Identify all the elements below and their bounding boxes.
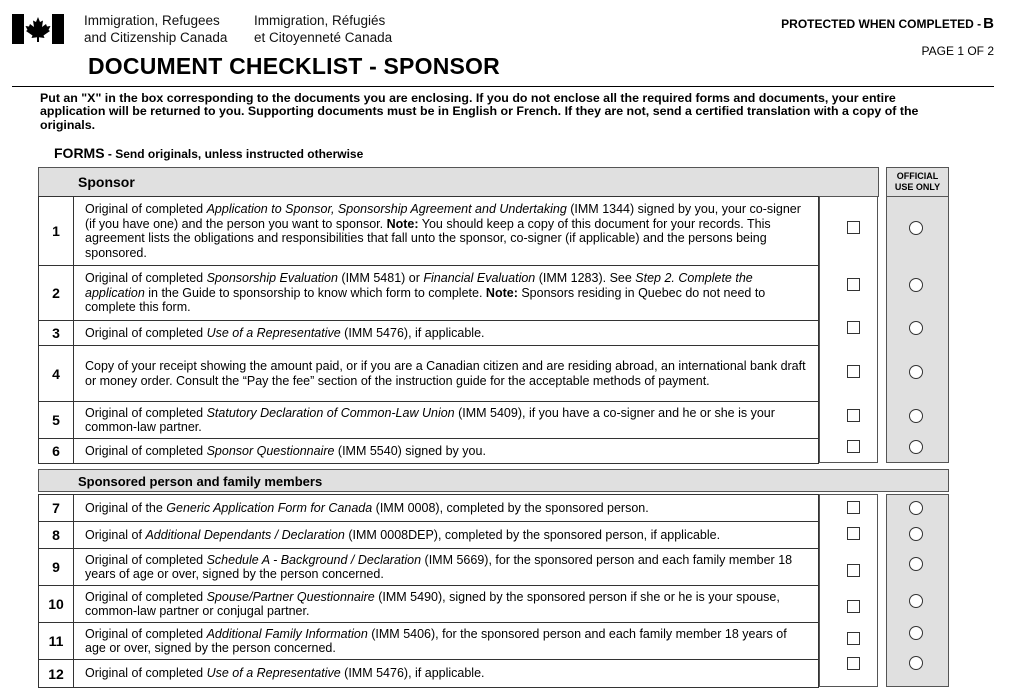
canada-flag-logo bbox=[12, 13, 64, 45]
official-use-radio[interactable] bbox=[909, 501, 923, 515]
official-use-radio[interactable] bbox=[909, 440, 923, 454]
official-use-radio[interactable] bbox=[909, 594, 923, 608]
checklist-row bbox=[38, 439, 819, 464]
row-description: Original of completed Sponsor Questionnaire (IMM 5540) signed by you. bbox=[85, 443, 486, 458]
row-number: 8 bbox=[39, 522, 74, 548]
header-divider bbox=[12, 86, 994, 87]
enclosed-checkbox[interactable] bbox=[847, 440, 860, 453]
enclosed-checkbox[interactable] bbox=[847, 409, 860, 422]
row-number: 12 bbox=[39, 660, 74, 687]
official-use-radio[interactable] bbox=[909, 278, 923, 292]
instructions-text: Put an "X" in the box corresponding to the documents you are enclosing. If you do not enclose all the required forms and documents, your entire application will be returned to you. Supporting documents must be in English or French. If they are not, send a certified translation with a copy of the originals. bbox=[40, 91, 919, 132]
official-use-radio[interactable] bbox=[909, 557, 923, 571]
protected-label: PROTECTED WHEN COMPLETED - B bbox=[781, 15, 994, 32]
section-header-sponsor: Sponsor bbox=[38, 167, 879, 197]
checklist-row bbox=[38, 495, 819, 522]
row-description: Original of completed Spouse/Partner Questionnaire (IMM 5490), signed by the sponsored person if she or he is your spouse, common-law partner or conjugal partner. bbox=[85, 589, 780, 618]
row-number: 10 bbox=[39, 586, 74, 622]
row-number: 2 bbox=[39, 266, 74, 320]
checklist-row bbox=[38, 197, 819, 266]
row-description: Original of Additional Dependants / Declaration (IMM 0008DEP), completed by the sponsored person, if applicable. bbox=[85, 527, 721, 542]
row-description: Original of completed Additional Family Information (IMM 5406), for the sponsored person and each family member 18 years of age or over, signed by the person concerned. bbox=[85, 626, 787, 655]
row-number: 5 bbox=[39, 402, 74, 438]
row-description: Original of completed Use of a Representative (IMM 5476), if applicable. bbox=[85, 325, 485, 340]
row-description: Original of completed Use of a Representative (IMM 5476), if applicable. bbox=[85, 666, 485, 681]
agency-name-french: Immigration, Réfugiés et Citoyenneté Canada bbox=[254, 13, 393, 45]
section-header-sponsored-person: Sponsored person and family members bbox=[38, 469, 949, 492]
official-use-radio[interactable] bbox=[909, 626, 923, 640]
page-title: DOCUMENT CHECKLIST - SPONSOR bbox=[88, 53, 500, 79]
agency-name-english: Immigration, Refugees and Citizenship Canada bbox=[84, 13, 228, 45]
row-number: 3 bbox=[39, 321, 74, 345]
checklist-row bbox=[38, 549, 819, 586]
forms-heading: FORMS - Send originals, unless instructed otherwise bbox=[54, 145, 364, 161]
enclosed-checkbox[interactable] bbox=[847, 632, 860, 645]
row-number: 6 bbox=[39, 439, 74, 463]
checklist-row bbox=[38, 660, 819, 688]
checklist-row bbox=[38, 266, 819, 321]
row-description: Original of the Generic Application Form for Canada (IMM 0008), completed by the sponsored person. bbox=[85, 500, 649, 515]
enclosed-checkbox[interactable] bbox=[847, 278, 860, 291]
official-use-radio[interactable] bbox=[909, 221, 923, 235]
enclosed-checkbox[interactable] bbox=[847, 221, 860, 234]
official-use-radio[interactable] bbox=[909, 656, 923, 670]
checklist-row bbox=[38, 402, 819, 439]
official-use-radio[interactable] bbox=[909, 365, 923, 379]
row-description: Original of completed Sponsorship Evaluation (IMM 5481) or Financial Evaluation (IMM 1283). See Step 2. Complete the application in the Guide to sponsorship to know which form to complete. Note: Sponsors residing in Quebec do not need to complete this form. bbox=[85, 271, 766, 315]
checklist-row bbox=[38, 586, 819, 623]
enclosed-checkbox[interactable] bbox=[847, 365, 860, 378]
enclosed-checkbox[interactable] bbox=[847, 600, 860, 613]
sponsor-forms-list bbox=[38, 196, 819, 464]
checklist-row bbox=[38, 321, 819, 346]
row-description: Original of completed Statutory Declaration of Common-Law Union (IMM 5409), if you have a co-signer and he or she is your common-law partner. bbox=[85, 405, 775, 434]
enclosed-checkbox[interactable] bbox=[847, 501, 860, 514]
row-description: Original of completed Schedule A - Background / Declaration (IMM 5669), for the sponsored person and each family member 18 years of age or over, signed by the person concerned. bbox=[85, 552, 793, 581]
official-use-radio[interactable] bbox=[909, 527, 923, 541]
official-use-header: OFFICIAL USE ONLY bbox=[886, 167, 949, 197]
checklist-row bbox=[38, 522, 819, 549]
checklist-row bbox=[38, 623, 819, 660]
row-number: 1 bbox=[39, 197, 74, 265]
official-use-radio[interactable] bbox=[909, 409, 923, 423]
enclosed-checkbox[interactable] bbox=[847, 321, 860, 334]
row-description: Original of completed Application to Sponsor, Sponsorship Agreement and Undertaking (IMM 1344) signed by you, your co-signer (if you have one) and the person you want to sponsor. Note: You should keep a copy of this document for your records. This agreement lists the obligations and responsibilities that fall unto the sponsor, co-signer (if applicable) and the persons being sponsored. bbox=[85, 202, 801, 260]
enclosed-checkbox[interactable] bbox=[847, 527, 860, 540]
enclosed-checkbox[interactable] bbox=[847, 657, 860, 670]
official-use-radio[interactable] bbox=[909, 321, 923, 335]
row-number: 9 bbox=[39, 549, 74, 585]
row-description: Copy of your receipt showing the amount paid, or if you are a Canadian citizen and are residing abroad, an international bank draft or money order. Consult the “Pay the fee” section of the instruction guide for the acceptable methods of payment. bbox=[85, 359, 806, 388]
enclosed-checkbox[interactable] bbox=[847, 564, 860, 577]
row-number: 11 bbox=[39, 623, 74, 659]
sponsored-person-forms-list bbox=[38, 494, 819, 688]
checklist-row bbox=[38, 346, 819, 402]
page-number: PAGE 1 OF 2 bbox=[921, 44, 994, 58]
row-number: 4 bbox=[39, 346, 74, 401]
row-number: 7 bbox=[39, 495, 74, 521]
